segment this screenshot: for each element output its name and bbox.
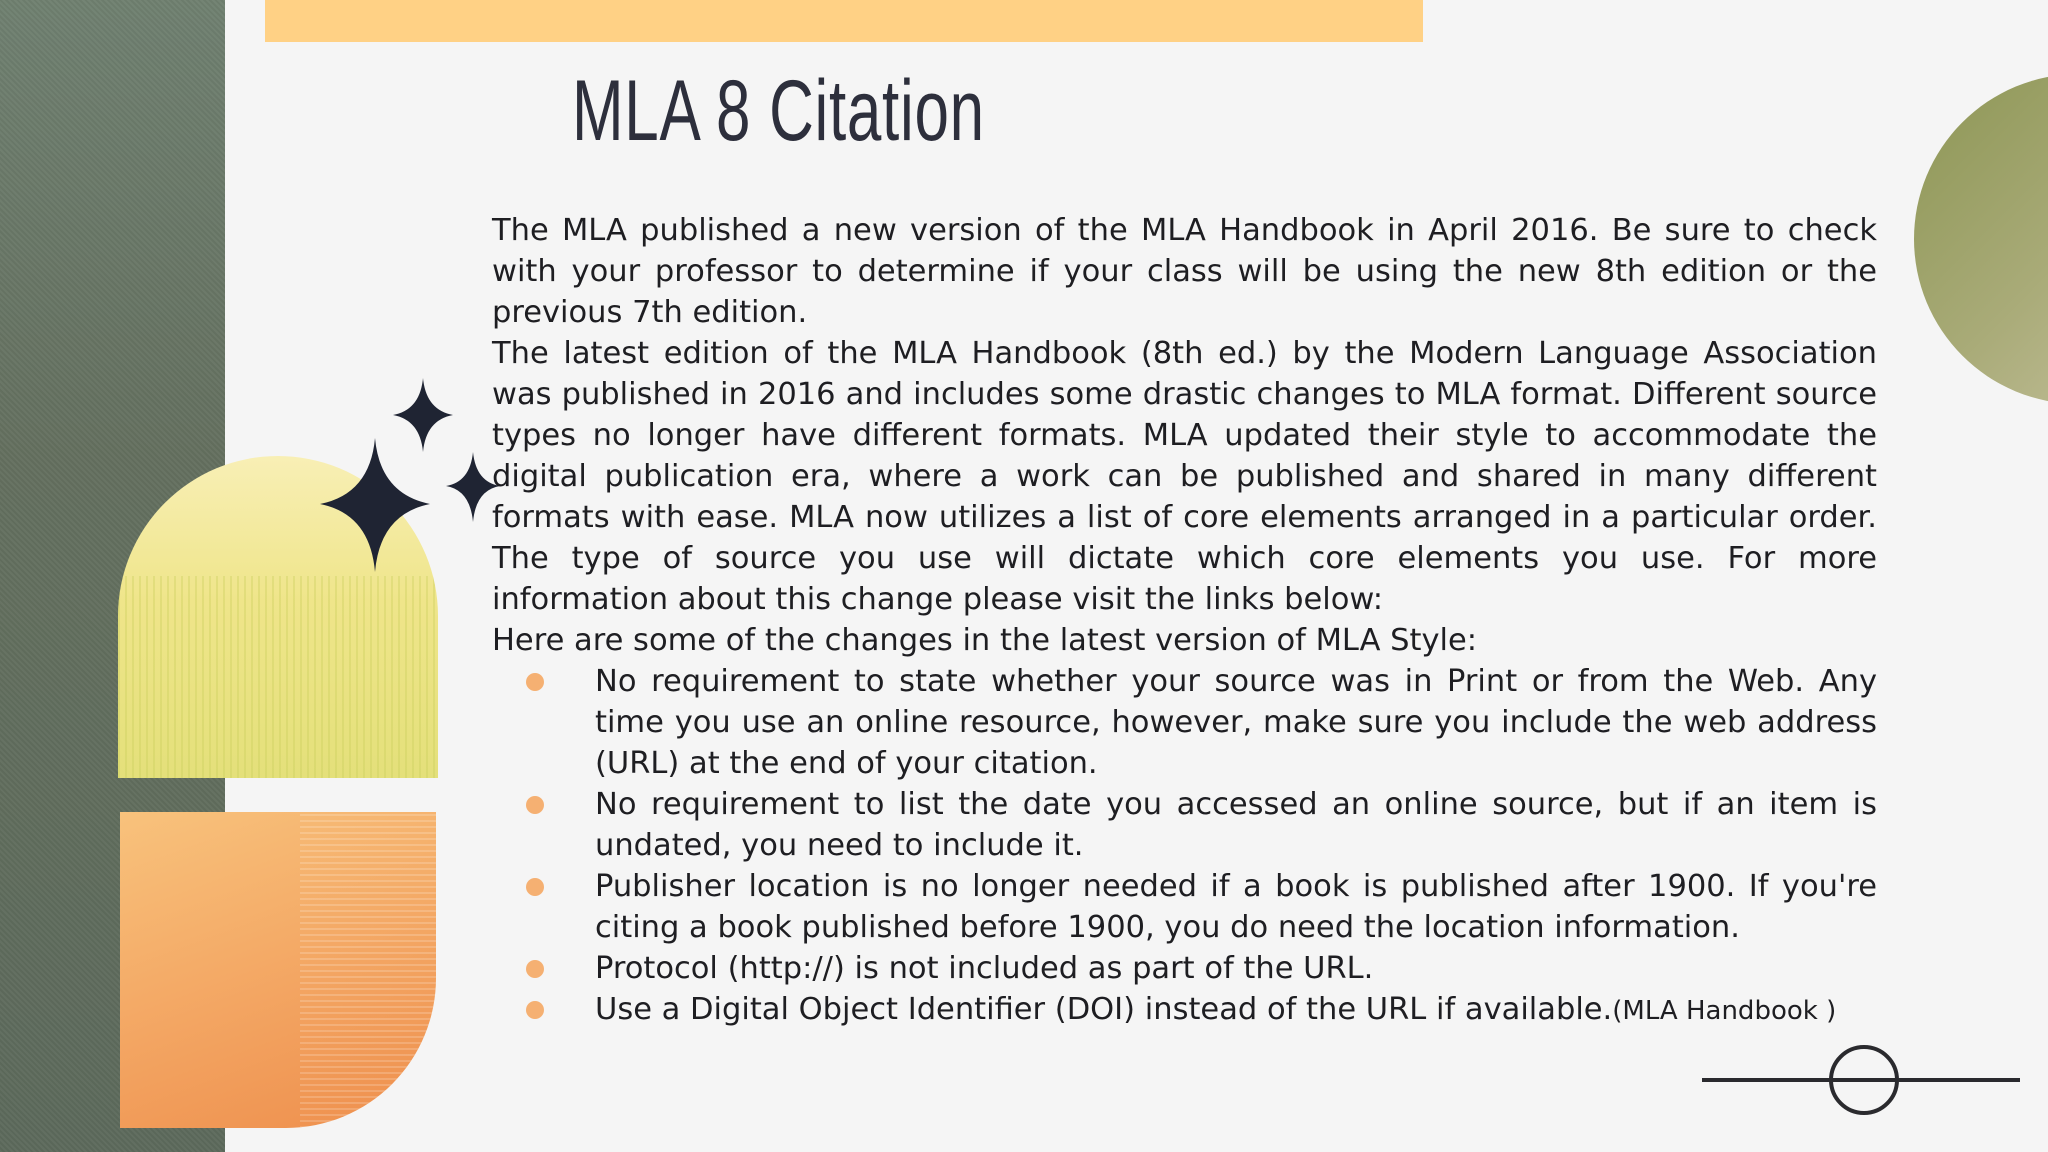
list-item-text: Use a Digital Object Identifier (DOI) instead of the URL if available. [595, 992, 1613, 1027]
list-item [492, 661, 1877, 784]
intro-paragraph: The MLA published a new version of the MLA Handbook in April 2016. Be sure to check with your professor to determine if your class will be using the new 8th edition or the previous 7th edition. [492, 213, 1877, 330]
citation-note: (MLA Handbook ) [1612, 996, 1837, 1026]
page-title: MLA 8 Citation [572, 63, 985, 159]
list-item-text: No requirement to list the date you accessed an online source, but if an item is undated, you need to include it. [595, 787, 1877, 863]
list-item-text: No requirement to state whether your source was in Print or from the Web. Any time you use an online resource, however, make sure you include the web address (URL) at the end of your citation. [595, 664, 1877, 781]
olive-circle-shape [1914, 74, 2048, 404]
list-item [492, 989, 1877, 1032]
changes-list [492, 661, 1877, 1032]
top-accent-bar [265, 0, 1423, 42]
bullet-dot-icon [526, 673, 544, 691]
list-item [492, 784, 1877, 866]
list-item-text: Protocol (http://) is not included as part of the URL. [595, 951, 1374, 986]
list-item [492, 948, 1877, 989]
bullet-dot-icon [526, 796, 544, 814]
bullet-dot-icon [526, 878, 544, 896]
sparkle-stars-icon [310, 378, 500, 588]
bullet-dot-icon [526, 1001, 544, 1019]
bullet-dot-icon [526, 960, 544, 978]
list-item-text: Publisher location is no longer needed if a book is published after 1900. If you're citing a book published before 1900, you do need the location information. [595, 869, 1877, 945]
list-item [492, 866, 1877, 948]
changes-paragraph: The latest edition of the MLA Handbook (8th ed.) by the Modern Language Association was published in 2016 and includes some drastic changes to MLA format. Different source types no longer have different formats. MLA updated their style to accommodate the digital publication era, where a work can be published and shared in many different formats with ease. MLA now utilizes a list of core elements arranged in a particular order. The type of source you use will dictate which core elements you use. For more information about this change please visit the links below: [492, 336, 1877, 617]
orange-rounded-shape [120, 812, 436, 1128]
line-circle-decoration-icon [1700, 1040, 2020, 1120]
list-intro: Here are some of the changes in the latest version of MLA Style: [492, 623, 1478, 658]
body-text [492, 210, 1877, 1032]
